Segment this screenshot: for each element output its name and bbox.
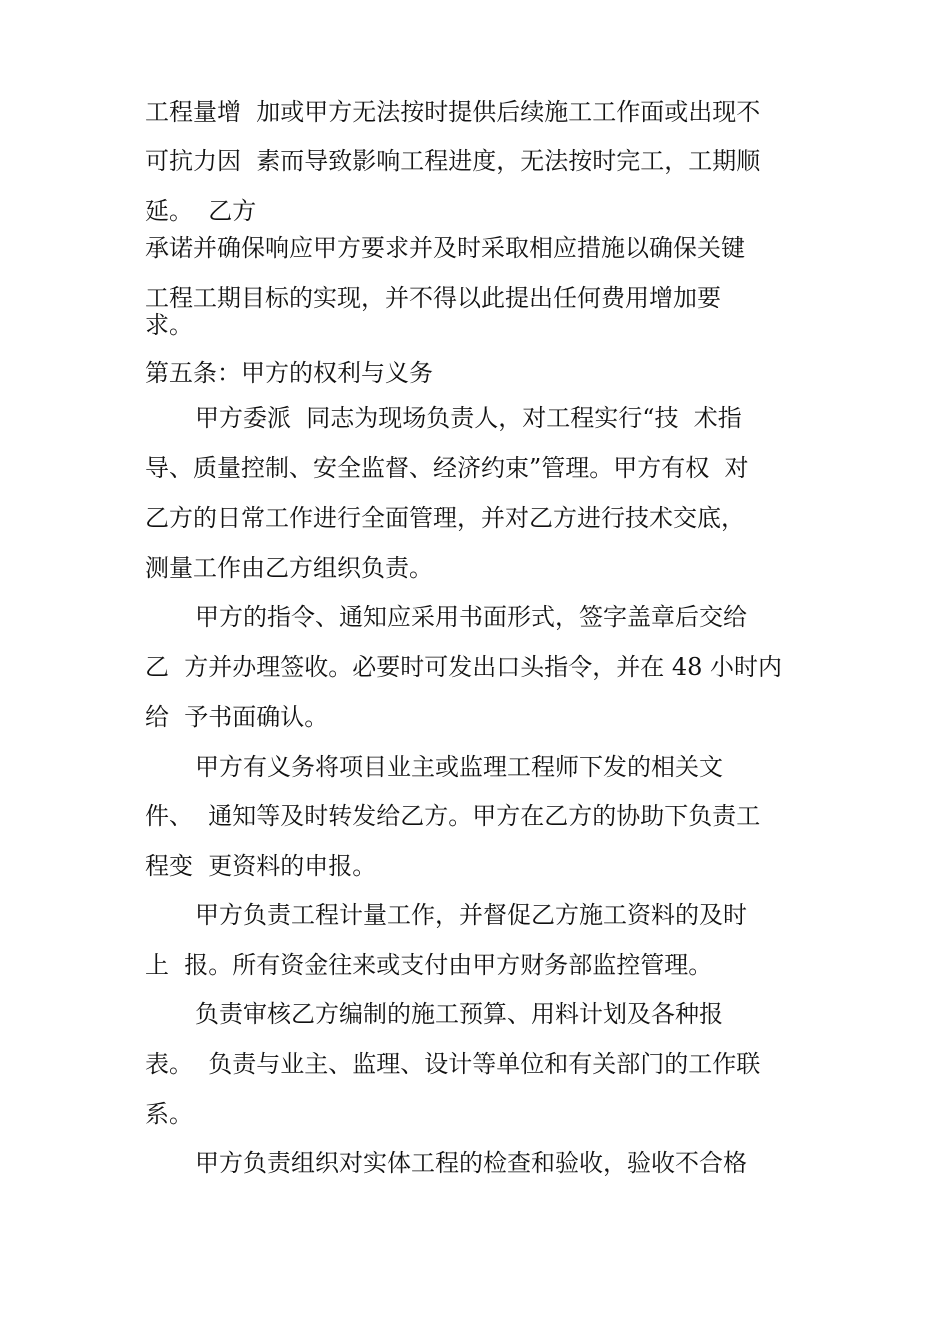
text-line: 工程量增 加或甲方无法按时提供后续施工工作面或出现不 xyxy=(145,98,761,126)
text-line: 求。 xyxy=(145,311,193,339)
text-line: 程变 更资料的申报。 xyxy=(145,852,377,880)
text-line: 乙 方并办理签收。必要时可发出口头指令，并在 48 小时内 xyxy=(145,653,783,681)
text-line: 负责审核乙方编制的施工预算、用料计划及各种报 xyxy=(195,1000,723,1028)
text-line: 甲方负责组织对实体工程的检查和验收，验收不合格 xyxy=(195,1149,747,1177)
text-line: 可抗力因 素而导致影响工程进度，无法按时完工，工期顺 xyxy=(145,147,761,175)
text-line: 延。 乙方 xyxy=(145,197,257,225)
section-heading: 第五条：甲方的权利与义务 xyxy=(145,359,433,387)
text-line: 承诺并确保响应甲方要求并及时采取相应措施以确保关键 xyxy=(145,234,745,262)
text-line: 导、质量控制、安全监督、经济约束”管理。甲方有权 对 xyxy=(145,454,749,482)
text-line: 甲方负责工程计量工作，并督促乙方施工资料的及时 xyxy=(195,901,747,929)
text-line: 乙方的日常工作进行全面管理，并对乙方进行技术交底， xyxy=(145,504,745,532)
text-line: 表。 负责与业主、监理、设计等单位和有关部门的工作联 xyxy=(145,1050,761,1078)
text-line: 件、 通知等及时转发给乙方。甲方在乙方的协助下负责工 xyxy=(145,802,761,830)
text-line: 甲方委派 同志为现场负责人，对工程实行“技 术指 xyxy=(195,404,742,432)
text-line: 给 予书面确认。 xyxy=(145,703,329,731)
text-line: 上 报。所有资金往来或支付由甲方财务部监控管理。 xyxy=(145,951,713,979)
text-line: 甲方的指令、通知应采用书面形式，签字盖章后交给 xyxy=(195,603,747,631)
text-line: 甲方有义务将项目业主或监理工程师下发的相关文 xyxy=(195,753,723,781)
text-line: 测量工作由乙方组织负责。 xyxy=(145,554,433,582)
text-line: 系。 xyxy=(145,1100,193,1128)
text-line: 工程工期目标的实现，并不得以此提出任何费用增加要 xyxy=(145,284,721,312)
